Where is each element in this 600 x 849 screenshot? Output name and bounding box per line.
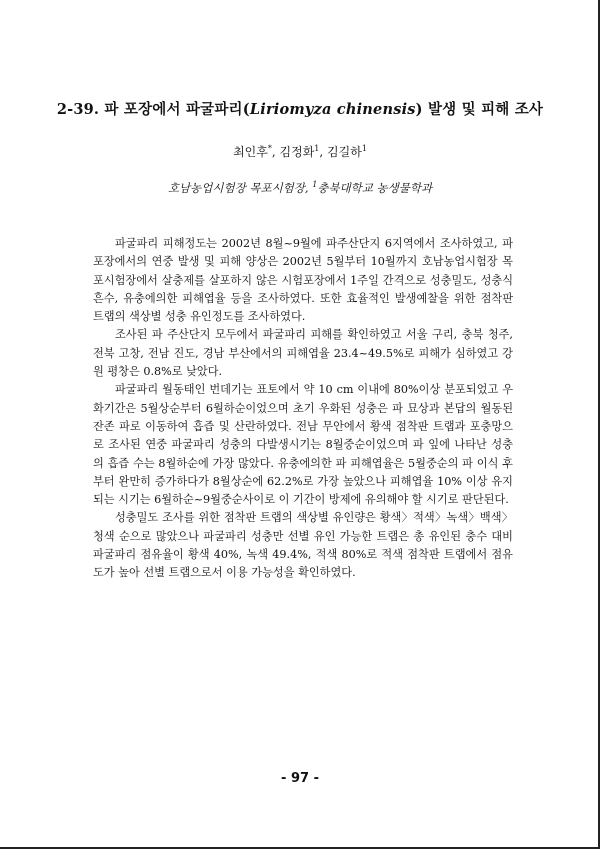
title-suffix: ) 발생 및 피해 조사 xyxy=(415,101,544,118)
page-number: - 97 - xyxy=(281,771,319,786)
author-1: 최인후 xyxy=(233,145,268,159)
author-separator: , xyxy=(319,145,328,159)
paragraph: 파굴파리 월동태인 번데기는 표토에서 약 10 cm 이내에 80%이상 분포되었고 우화기간은 5월상순부터 6월하순이었으며 초기 우화된 성충은 파 묘상과 본답의 월동된 잔존 파로 이동하여 흡즙 및 산란하였다. 전남 무안에서 황색 점착판 트랩과 포충망으로 조사된 연중 파굴파리 성충의 다발생시기는 8월중순이었으며 파 잎에 나타난 성충의 흡즙 수는 8월하순에 가장 많았다. 유충에의한 파 피해엽율은 5월중순의 파 이식 후부터 완만히 증가하다가 8월상순에 62.2%로 가장 높았으나 피해엽율 10% 이상 유지되는 시기는 6월하순~9월중순사이로 이 기간이 방제에 유의해야 할 시기로 판단된다. xyxy=(93,383,513,507)
affiliation xyxy=(40,180,560,196)
affiliation-1: 호남농업시험장 목포시험장, xyxy=(167,181,313,195)
author-3-mark: 1 xyxy=(361,144,367,153)
title-scientific-name: Liriomyza chinensis xyxy=(249,101,416,118)
author-2: 김정화 xyxy=(279,145,315,159)
author-3: 김길하 xyxy=(327,145,362,159)
author-1-mark: * xyxy=(267,144,272,153)
paragraph: 성충밀도 조사를 위한 점착판 트랩의 색상별 유인량은 황색〉적색〉녹색〉백색〉청색 순으로 많았으나 파굴파리 성충만 선별 유인 가능한 트랩은 총 유인된 충수 대비 파굴파리 점유율이 황색 40%, 녹색 49.4%, 적색 80%로 적색 점착판 트랩에서 점유도가 높아 선별 트랩으로서 이용 가능성을 확인하였다. xyxy=(93,511,513,580)
paragraph: 파굴파리 피해정도는 2002년 8월~9월에 파주산단지 6지역에서 조사하였고, 파 포장에서의 연중 발생 및 피해 양상은 2002년 5월부터 10월까지 호남농업시험장 목포시험장에서 살충제를 살포하지 않은 시험포장에서 1주일 간격으로 성충밀도, 성충식흔수, 유충에의한 피해엽율 등을 조사하였다. 또한 효율적인 발생예찰을 위한 점착판 트랩의 색상별 성충 유인정도를 조사하였다. xyxy=(93,237,513,324)
author-2-mark: 1 xyxy=(314,144,320,153)
paper-title xyxy=(40,98,560,119)
author-list xyxy=(40,143,560,160)
affiliation-2: 충북대학교 농생물학과 xyxy=(317,181,433,195)
author-separator: , xyxy=(271,145,280,159)
paragraph: 조사된 파 주산단지 모두에서 파굴파리 피해를 확인하였고 서울 구리, 충북 청주, 전북 고창, 전남 진도, 경남 부산에서의 피해엽율 23.4~49.5%로 피해가 심하였고 강원 평창은 0.8%로 낮았다. xyxy=(93,328,513,379)
affiliation-mark: 1 xyxy=(312,180,318,190)
title-prefix: 2-39. 파 포장에서 파굴파리( xyxy=(56,101,250,118)
abstract-body xyxy=(93,235,513,583)
